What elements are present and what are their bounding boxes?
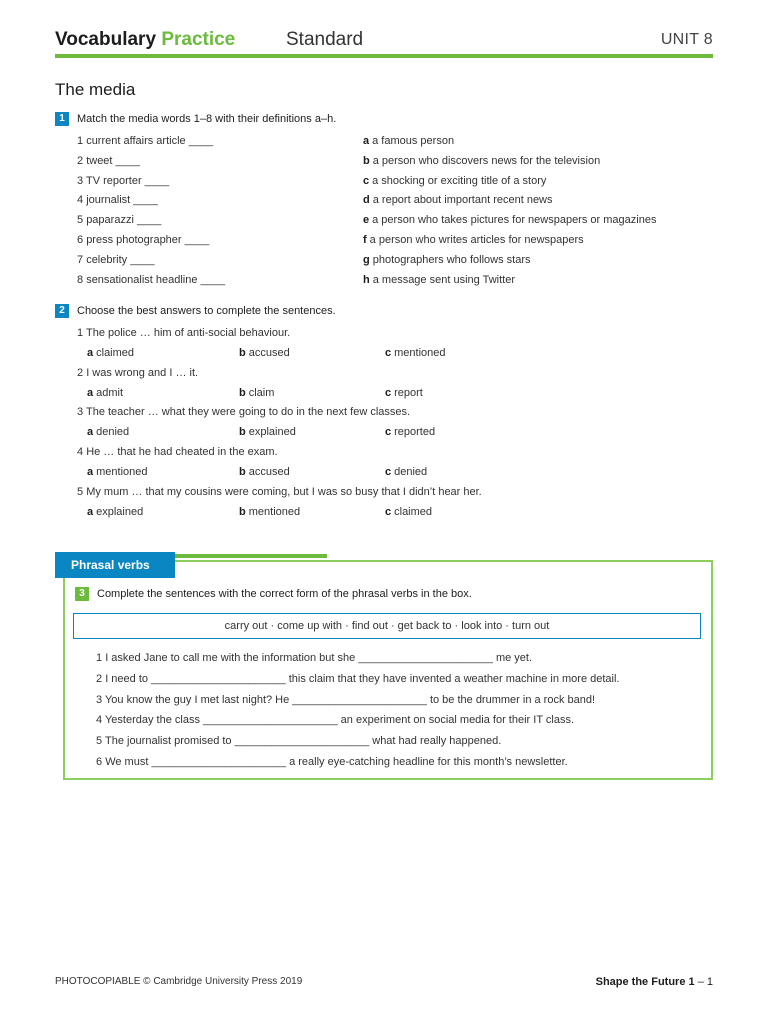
option-letter: a (87, 386, 94, 399)
question-item (77, 365, 198, 381)
definition-letter: e (363, 214, 370, 227)
question-item (77, 404, 410, 420)
item-text: sensationalist headline ____ (86, 273, 226, 286)
answer-option-a (87, 385, 123, 401)
sentence-text: Yesterday the class ______________________ an experiment on social media for their IT class. (104, 714, 575, 727)
page-title: The media (55, 80, 136, 99)
definition-text: photographers who follows stars (372, 253, 531, 266)
question-number: 5 (77, 485, 87, 498)
media-word-item (77, 212, 161, 228)
item-number: 5 (77, 214, 87, 227)
answer-option-c (385, 345, 446, 361)
question-number: 3 (77, 406, 86, 419)
sentence-number: 3 (96, 693, 105, 706)
option-text: denied (394, 466, 428, 479)
phrasal-sentence-item (96, 733, 501, 749)
answer-option-b (239, 385, 274, 401)
option-text: mentioned (96, 466, 148, 479)
question-number: 2 (77, 366, 87, 379)
footer-page-label (596, 976, 713, 988)
definition-text: a person who discovers news for the television (372, 154, 601, 167)
question-text: My mum … that my cousins were coming, but I was so busy that I didn’t hear her. (86, 485, 482, 498)
media-word-item (77, 173, 169, 189)
answer-option-b (239, 504, 300, 520)
exercise-3-number: 3 (75, 587, 89, 601)
answer-option-a (87, 464, 148, 480)
item-text: tweet ____ (86, 154, 141, 167)
header-rule (55, 54, 713, 58)
option-text: reported (394, 426, 436, 439)
option-letter: b (239, 347, 246, 359)
question-text: I was wrong and I … it. (86, 366, 199, 379)
item-number: 8 (77, 273, 87, 286)
option-letter: b (239, 426, 246, 439)
definition-text: a person who writes articles for newspapers (369, 234, 584, 246)
option-letter: b (239, 386, 246, 399)
exercise-1-number: 1 (55, 112, 69, 126)
option-letter: c (385, 466, 392, 479)
title-practice: Practice (161, 29, 236, 50)
item-number: 2 (77, 154, 87, 167)
answer-option-a (87, 504, 143, 520)
answer-option-b (239, 345, 290, 361)
sentence-number: 4 (96, 714, 105, 727)
question-item (77, 484, 482, 500)
footer-copyright: PHOTOCOPIABLE © Cambridge University Press 2019 (55, 976, 303, 987)
exercise-3-instruction: Complete the sentences with the correct form of the phrasal verbs in the box. (97, 588, 472, 600)
question-text: The police … him of anti-social behaviour. (85, 327, 291, 339)
option-text: explained (96, 505, 144, 518)
option-text: claimed (394, 505, 433, 518)
answer-option-c (385, 385, 423, 401)
item-number: 4 (77, 194, 87, 207)
sentence-text: The journalist promised to ______________________ what had really happened. (104, 735, 502, 748)
definition-letter: f (363, 234, 367, 246)
option-letter: a (87, 426, 94, 439)
option-letter: a (87, 347, 94, 359)
option-letter: b (239, 505, 246, 518)
option-letter: c (385, 386, 392, 399)
definition-item (363, 252, 530, 268)
item-text: TV reporter ____ (85, 174, 170, 187)
definition-text: a famous person (372, 135, 455, 147)
unit-label: UNIT 8 (660, 31, 713, 48)
definition-item (363, 133, 454, 149)
answer-option-a (87, 424, 129, 440)
option-letter: a (87, 466, 94, 479)
question-number: 1 (77, 327, 86, 339)
definition-letter: d (363, 194, 370, 207)
option-letter: a (87, 505, 94, 518)
sentence-text: We must ______________________ a really eye-catching headline for this month’s newsletter. (105, 756, 568, 768)
definition-item (363, 153, 600, 169)
media-word-item (77, 153, 140, 169)
option-letter: c (385, 505, 392, 518)
phrasal-sentence-item (96, 712, 574, 728)
option-letter: b (239, 466, 246, 479)
footer-page-number: – 1 (694, 976, 713, 988)
answer-option-a (87, 345, 134, 361)
sentence-number: 6 (96, 756, 106, 768)
option-text: admit (96, 386, 124, 399)
sentence-number: 2 (96, 672, 106, 685)
question-item (77, 444, 278, 460)
phrasal-sentence-item (96, 754, 568, 770)
definition-letter: a (363, 135, 370, 147)
sentence-number: 5 (96, 735, 105, 748)
level-label: Standard (286, 29, 364, 50)
phrasal-verbs-tab: Phrasal verbs (55, 552, 175, 578)
item-text: journalist ____ (86, 194, 158, 207)
phrasal-sentence-item (96, 671, 620, 687)
option-text: accused (248, 347, 290, 359)
media-word-item (77, 133, 213, 149)
option-text: mentioned (248, 505, 301, 518)
media-word-item (77, 192, 158, 208)
sentence-text: I need to ______________________ this claim that they have invented a weather machine in more detail. (105, 672, 620, 685)
option-text: claimed (96, 347, 135, 359)
definition-letter: h (363, 273, 370, 286)
exercise-1-instruction: Match the media words 1–8 with their definitions a–h. (77, 113, 337, 125)
item-text: celebrity ____ (86, 253, 155, 266)
item-text: press photographer ____ (86, 234, 210, 246)
media-word-item (77, 252, 155, 268)
sentence-text: I asked Jane to call me with the information but she ______________________ me yet. (105, 652, 533, 664)
definition-text: a message sent using Twitter (372, 273, 515, 286)
definition-letter: g (363, 253, 370, 266)
exercise-2-number: 2 (55, 304, 69, 318)
sentence-text: You know the guy I met last night? He ______________________ to be the drummer in a rock band! (104, 693, 596, 706)
option-letter: c (385, 426, 392, 439)
option-text: accused (248, 466, 290, 479)
option-letter: c (385, 347, 392, 359)
option-text: report (394, 386, 423, 399)
option-text: mentioned (394, 347, 446, 359)
answer-option-b (239, 424, 296, 440)
phrasal-sentence-item (96, 650, 532, 666)
question-text: The teacher … what they were going to do in the next few classes. (85, 406, 411, 419)
exercise-2-instruction: Choose the best answers to complete the sentences. (77, 305, 336, 317)
definition-text: a report about important recent news (372, 194, 553, 207)
item-number: 7 (77, 253, 87, 266)
question-text: He … that he had cheated in the exam. (86, 446, 278, 459)
definition-item (363, 272, 515, 288)
item-text: paparazzi ____ (86, 214, 162, 227)
item-number: 1 (77, 135, 87, 147)
footer-book-title: Shape the Future 1 (595, 976, 695, 988)
definition-item (363, 173, 546, 189)
phrasal-sentence-item (96, 692, 595, 708)
definition-item (363, 212, 656, 228)
option-text: denied (96, 426, 130, 439)
worksheet-header (55, 29, 713, 55)
item-number: 6 (77, 234, 87, 246)
definition-letter: b (363, 154, 370, 167)
definition-letter: c (363, 174, 370, 187)
question-item (77, 325, 290, 341)
answer-option-c (385, 424, 435, 440)
item-number: 3 (77, 174, 86, 187)
definition-text: a person who takes pictures for newspapers or magazines (372, 214, 657, 227)
worksheet-title (55, 29, 235, 51)
option-text: claim (248, 386, 275, 399)
question-number: 4 (77, 446, 87, 459)
definition-item (363, 192, 553, 208)
item-text: current affairs article ____ (86, 135, 214, 147)
answer-option-c (385, 464, 427, 480)
option-text: explained (248, 426, 296, 439)
sentence-number: 1 (96, 652, 106, 664)
answer-option-b (239, 464, 290, 480)
media-word-item (77, 272, 225, 288)
definition-text: a shocking or exciting title of a story (372, 174, 547, 187)
answer-option-c (385, 504, 432, 520)
media-word-item (77, 232, 209, 248)
title-vocabulary: Vocabulary (55, 29, 157, 50)
phrasal-verbs-word-box: carry out · come up with · find out · get back to · look into · turn out (73, 613, 701, 639)
definition-item (363, 232, 584, 248)
